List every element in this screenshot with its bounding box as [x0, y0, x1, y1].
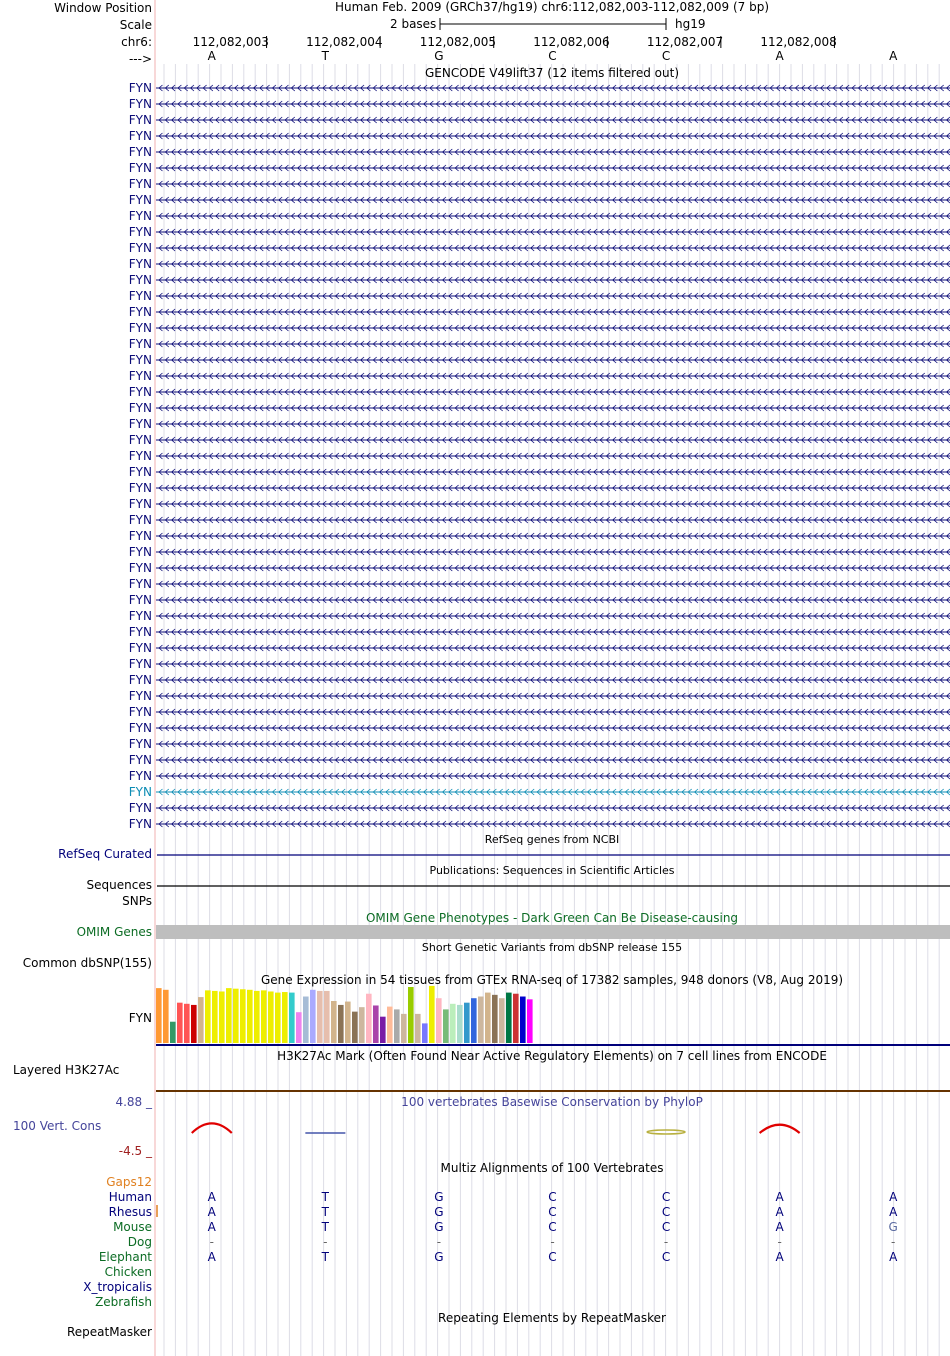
- gtex-bar: [436, 998, 442, 1043]
- gtex-bar: [233, 989, 239, 1043]
- scale-label: Scale: [119, 18, 152, 32]
- gtex-bar: [163, 990, 169, 1043]
- ruler-position-label: 112,082,005: [419, 35, 497, 49]
- gtex-bar: [506, 993, 512, 1043]
- gtex-bar: [219, 991, 225, 1043]
- multiz-base: -: [891, 1235, 896, 1249]
- gencode-gene-label: FYN: [128, 689, 152, 703]
- gencode-gene-label: FYN: [128, 705, 152, 719]
- gencode-gene-label: FYN: [128, 401, 152, 415]
- gtex-bar: [373, 1005, 379, 1043]
- gtex-bar: [317, 991, 323, 1043]
- gencode-gene-label: FYN: [128, 577, 152, 591]
- repeatmasker-title[interactable]: Repeating Elements by RepeatMasker: [438, 1311, 666, 1325]
- multiz-base: T: [321, 1205, 330, 1219]
- phylop-title[interactable]: 100 vertebrates Basewise Conservation by PhyloP: [401, 1095, 703, 1109]
- gtex-bar: [254, 991, 260, 1043]
- ruler-base: G: [434, 49, 444, 63]
- gencode-gene-label: FYN: [128, 241, 152, 255]
- window-position-value: Human Feb. 2009 (GRCh37/hg19) chr6:112,082,003-112,082,009 (7 bp): [334, 0, 770, 14]
- multiz-species-label: X_tropicalis: [83, 1280, 152, 1294]
- gencode-gene-label: FYN: [128, 113, 152, 127]
- ruler-base: C: [661, 49, 671, 63]
- gencode-gene-label: FYN: [128, 289, 152, 303]
- gtex-bar: [359, 1007, 365, 1043]
- gencode-gene-label: FYN: [128, 193, 152, 207]
- gtex-bar: [492, 995, 498, 1043]
- gtex-bar: [457, 1005, 463, 1043]
- multiz-base: T: [321, 1250, 330, 1264]
- multiz-species-label: Human: [108, 1190, 152, 1204]
- gencode-gene-label: FYN: [128, 369, 152, 383]
- gencode-gene-label: FYN: [128, 561, 152, 575]
- multiz-species-label: Dog: [127, 1235, 152, 1249]
- gencode-gene-label: FYN: [128, 129, 152, 143]
- gencode-gene-label: FYN: [128, 353, 152, 367]
- multiz-base: C: [548, 1250, 557, 1264]
- gencode-gene-label: FYN: [128, 593, 152, 607]
- gencode-gene-label: FYN: [128, 769, 152, 783]
- scale-value: 2 bases: [390, 17, 437, 31]
- multiz-base: C: [661, 1220, 671, 1234]
- multiz-base: G: [434, 1205, 444, 1219]
- gencode-gene-label: FYN: [128, 737, 152, 751]
- ruler-base: T: [321, 49, 330, 63]
- phylop-max-label: 4.88 _: [115, 1095, 152, 1109]
- multiz-base: A: [889, 1205, 898, 1219]
- gencode-gene-label: FYN: [128, 321, 152, 335]
- gencode-gene-label: FYN: [128, 753, 152, 767]
- chrom-label: chr6:: [121, 35, 152, 49]
- multiz-species-label: Mouse: [113, 1220, 152, 1234]
- gencode-gene-label: FYN: [128, 225, 152, 239]
- multiz-base: A: [775, 1205, 784, 1219]
- gtex-bar: [394, 1009, 400, 1043]
- refseq-title[interactable]: RefSeq genes from NCBI: [484, 833, 620, 846]
- multiz-base: T: [321, 1220, 330, 1234]
- scale-assembly: hg19: [675, 17, 706, 31]
- ruler-base: C: [548, 49, 557, 63]
- gencode-gene-label: FYN: [128, 465, 152, 479]
- gtex-bar: [240, 989, 246, 1043]
- gencode-gene-label: FYN: [128, 657, 152, 671]
- omim-title[interactable]: OMIM Gene Phenotypes - Dark Green Can Be Disease-causing: [365, 911, 739, 925]
- gtex-bar: [485, 993, 491, 1043]
- gencode-gene-label: FYN: [128, 273, 152, 287]
- multiz-species-label: Elephant: [98, 1250, 152, 1264]
- multiz-base: -: [550, 1235, 555, 1249]
- multiz-base: A: [889, 1190, 898, 1204]
- dbsnp-title[interactable]: Short Genetic Variants from dbSNP release 155: [421, 941, 683, 954]
- multiz-base: A: [207, 1205, 216, 1219]
- ruler-position-label: 112,082,007: [646, 35, 724, 49]
- gtex-bar: [520, 997, 526, 1043]
- multiz-species-label: Zebrafish: [95, 1295, 152, 1309]
- multiz-base: T: [321, 1190, 330, 1204]
- multiz-base: -: [436, 1235, 442, 1249]
- multiz-base: A: [207, 1220, 216, 1234]
- multiz-base: C: [661, 1250, 671, 1264]
- repeatmasker-label[interactable]: RepeatMasker: [66, 1325, 152, 1339]
- gtex-title[interactable]: Gene Expression in 54 tissues from GTEx RNA-seq of 17382 samples, 948 donors (V8, Aug 2019): [260, 973, 844, 987]
- pubs-title[interactable]: Publications: Sequences in Scientific Articles: [429, 864, 675, 877]
- gtex-bar: [387, 1007, 393, 1043]
- gtex-bar: [324, 991, 330, 1043]
- gencode-gene-label: FYN: [128, 305, 152, 319]
- multiz-base: C: [661, 1205, 671, 1219]
- gencode-gene-label: FYN: [128, 433, 152, 447]
- multiz-base: -: [777, 1235, 782, 1249]
- multiz-base: -: [209, 1235, 214, 1249]
- gtex-bar: [450, 1004, 456, 1043]
- gtex-bar: [310, 990, 316, 1043]
- gtex-bar: [345, 1002, 351, 1043]
- gtex-bar: [289, 993, 295, 1043]
- gencode-gene-label: FYN: [128, 609, 152, 623]
- gencode-gene-label: FYN: [128, 161, 152, 175]
- ruler-base: A: [775, 49, 784, 63]
- multiz-base: A: [775, 1220, 784, 1234]
- gencode-gene-label: FYN: [128, 513, 152, 527]
- gtex-bar: [296, 1012, 302, 1043]
- ruler-position-label: 112,082,006: [533, 35, 610, 49]
- window-position-label: Window Position: [54, 1, 152, 15]
- multiz-species-label: Chicken: [104, 1265, 152, 1279]
- multiz-gaps-label: Gaps12: [106, 1175, 152, 1189]
- ruler-position-label: 112,082,008: [760, 35, 837, 49]
- ruler-position-label: 112,082,004: [306, 35, 383, 49]
- gencode-gene-label: FYN: [128, 545, 152, 559]
- gtex-bar: [282, 992, 288, 1043]
- gtex-bar: [226, 988, 232, 1043]
- gtex-bar: [275, 993, 281, 1043]
- gencode-gene-label: FYN: [128, 385, 152, 399]
- omim-bar: [156, 925, 950, 939]
- multiz-title[interactable]: Multiz Alignments of 100 Vertebrates: [440, 1161, 664, 1175]
- multiz-base: G: [434, 1220, 444, 1234]
- gencode-gene-label: FYN: [128, 497, 152, 511]
- h3k27ac-label[interactable]: Layered H3K27Ac: [13, 1063, 120, 1077]
- gtex-bar: [198, 997, 204, 1043]
- ruler-position-label: 112,082,003: [192, 35, 269, 49]
- multiz-base: A: [775, 1250, 784, 1264]
- gtex-bar: [366, 994, 372, 1043]
- gencode-gene-label: FYN: [128, 257, 152, 271]
- gencode-gene-label: FYN: [128, 641, 152, 655]
- gtex-bar: [191, 1005, 197, 1043]
- gtex-bar: [415, 1014, 421, 1043]
- gtex-bar: [331, 1001, 337, 1043]
- gencode-gene-label: FYN: [128, 625, 152, 639]
- gtex-bar: [177, 1003, 183, 1043]
- gtex-bar: [513, 994, 519, 1043]
- ruler-base: A: [207, 49, 216, 63]
- gencode-gene-label: FYN: [128, 481, 152, 495]
- gtex-bar: [429, 986, 435, 1043]
- multiz-base: -: [663, 1235, 669, 1249]
- refseq-label[interactable]: RefSeq Curated: [58, 847, 152, 861]
- ruler-base: A: [889, 49, 898, 63]
- gencode-gene-label: FYN: [128, 801, 152, 815]
- gtex-bar: [408, 987, 414, 1043]
- gtex-bar: [247, 990, 253, 1043]
- gtex-bar: [303, 997, 309, 1043]
- multiz-base: C: [661, 1190, 671, 1204]
- gtex-bar: [464, 1003, 470, 1043]
- h3k27ac-title[interactable]: H3K27Ac Mark (Often Found Near Active Regulatory Elements) on 7 cell lines from ENCODE: [277, 1049, 827, 1063]
- gtex-bar: [422, 1023, 428, 1043]
- dbsnp-label[interactable]: Common dbSNP(155): [22, 956, 152, 970]
- gtex-bar: [352, 1012, 358, 1043]
- gtex-bar: [170, 1022, 176, 1043]
- multiz-base: C: [548, 1220, 557, 1234]
- gtex-bar: [212, 991, 218, 1043]
- gencode-gene-label: FYN: [128, 337, 152, 351]
- multiz-base: A: [775, 1190, 784, 1204]
- gtex-bar: [184, 1004, 190, 1043]
- gencode-gene-label: FYN: [128, 673, 152, 687]
- gtex-bar: [380, 1017, 386, 1043]
- gencode-gene-label: FYN: [128, 529, 152, 543]
- gencode-gene-label: FYN: [128, 417, 152, 431]
- omim-label[interactable]: OMIM Genes: [76, 925, 152, 939]
- gencode-gene-label: FYN: [128, 449, 152, 463]
- gencode-gene-label: FYN: [128, 209, 152, 223]
- gencode-gene-label: FYN: [128, 721, 152, 735]
- gtex-bar: [338, 1005, 344, 1043]
- gencode-gene-label: FYN: [128, 81, 152, 95]
- gtex-bar: [499, 998, 505, 1043]
- pubs-snps-label[interactable]: SNPs: [122, 894, 152, 908]
- gtex-bar: [205, 990, 211, 1043]
- gtex-bar: [478, 997, 484, 1043]
- gtex-bar: [443, 1009, 449, 1043]
- strand-label: --->: [128, 52, 152, 66]
- multiz-base: G: [434, 1190, 444, 1204]
- phylop-min-label: -4.5 _: [118, 1144, 152, 1158]
- multiz-base: G: [888, 1220, 898, 1234]
- gtex-bar: [401, 1014, 407, 1043]
- gtex-bar: [268, 991, 274, 1043]
- multiz-base: A: [889, 1250, 898, 1264]
- gencode-title[interactable]: GENCODE V49lift37 (12 items filtered out): [424, 66, 680, 80]
- gencode-gene-label: FYN: [128, 145, 152, 159]
- multiz-base: -: [323, 1235, 328, 1249]
- gtex-gene-label[interactable]: FYN: [128, 1011, 152, 1025]
- multiz-species-label: Rhesus: [108, 1205, 152, 1219]
- gtex-bar: [471, 998, 477, 1043]
- multiz-base: C: [548, 1205, 557, 1219]
- multiz-base: G: [434, 1250, 444, 1264]
- gtex-bar: [156, 988, 162, 1043]
- phylop-label[interactable]: 100 Vert. Cons: [13, 1119, 102, 1133]
- gencode-gene-label: FYN: [128, 177, 152, 191]
- pubs-sequences-label[interactable]: Sequences: [86, 878, 152, 892]
- multiz-base: A: [207, 1250, 216, 1264]
- gencode-gene-label: FYN: [128, 817, 152, 831]
- multiz-base: C: [548, 1190, 557, 1204]
- gtex-bar: [261, 990, 267, 1043]
- gtex-bar: [527, 999, 533, 1043]
- gencode-gene-label: FYN: [128, 785, 152, 799]
- gencode-gene-label: FYN: [128, 97, 152, 111]
- multiz-base: A: [207, 1190, 216, 1204]
